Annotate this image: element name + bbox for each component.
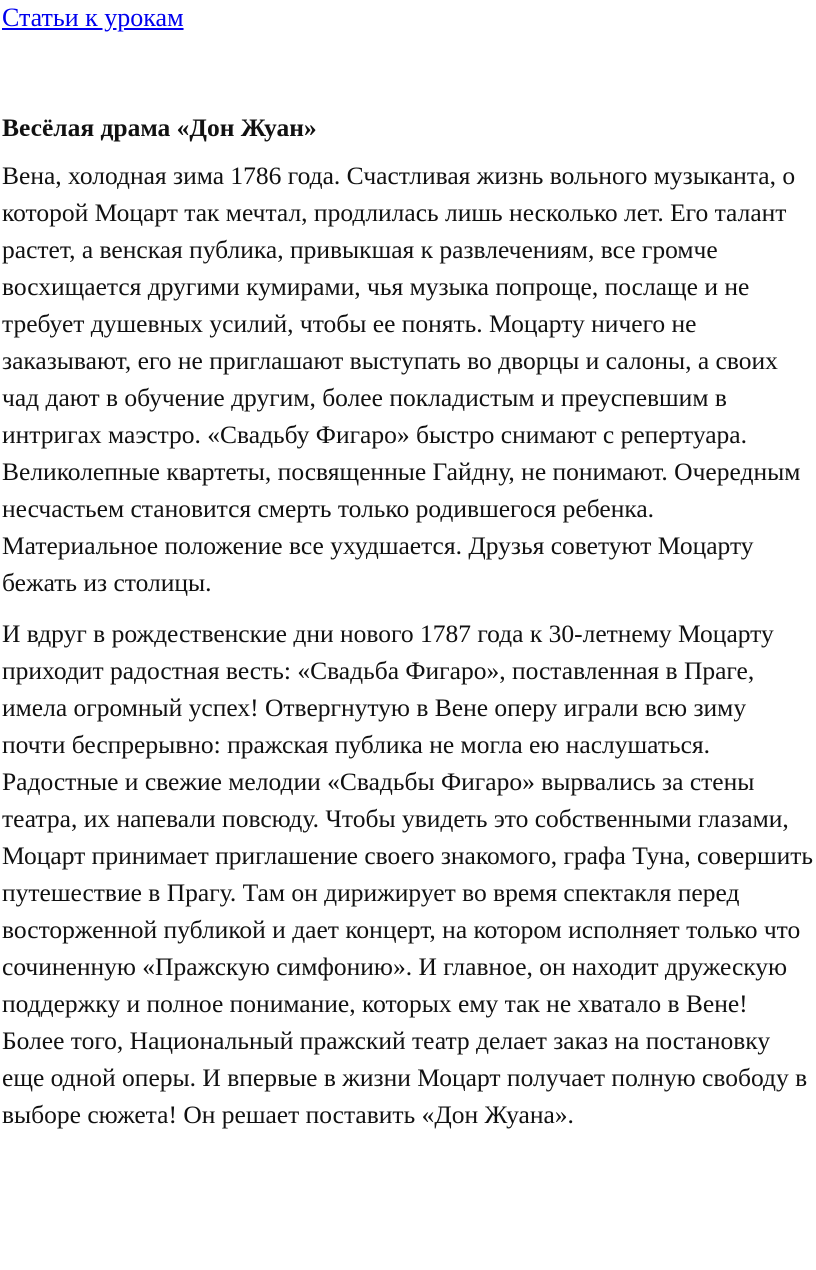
articles-link[interactable]: Статьи к урокам (2, 3, 184, 32)
article-paragraph-2: И вдруг в рождественские дни нового 1787 года к 30-летнему Моцарту приходит радостная весть: «Свадьба Фигаро», поставленная в Праге, имела огромный успех! Отвергнутую в Вене оперу играли всю зиму почти беспрерывно: пражская публика не могла ею наслушаться. Радостные и свежие мелодии «Свадьбы Фигаро» вырвались за стены театра, их напевали повсюду. Чтобы увидеть это собственными глазами, Моцарт принимает приглашение своего знакомого, графа Туна, совершить путешествие в Прагу. Там он дирижирует во время спектакля перед восторженной публикой и дает концерт, на котором исполняет только что сочиненную «Пражскую симфонию». И главное, он находит дружескую поддержку и полное понимание, которых ему так не хватало в Вене! Более того, Национальный пражский театр делает заказ на постановку еще одной оперы. И впервые в жизни Моцарт получает полную свободу в выборе сюжета! Он решает поставить «Дон Жуана». (2, 619, 814, 1129)
article-paragraph-1: Вена, холодная зима 1786 года. Счастливая жизнь вольного музыканта, о которой Моцарт так мечтал, продлилась лишь несколько лет. Его талант растет, а венская публика, привыкшая к развлечениям, все громче восхищается другими кумирами, чья музыка попроще, послаще и не требует душевных усилий, чтобы ее понять. Моцарту ничего не заказывают, его не приглашают выступать во дворцы и салоны, а своих чад дают в обучение другим, более покладистым и преуспевшим в интригах маэстро. «Свадьбу Фигаро» быстро снимают с репертуара. Великолепные квартеты, посвященные Гайдну, не понимают. Очередным несчастьем становится смерть только родившегося ребенка. Материальное положение все ухудшается. Друзья советуют Моцарту бежать из столицы. (2, 161, 801, 597)
article-title: Весёлая драма «Дон Жуан» (2, 113, 317, 142)
